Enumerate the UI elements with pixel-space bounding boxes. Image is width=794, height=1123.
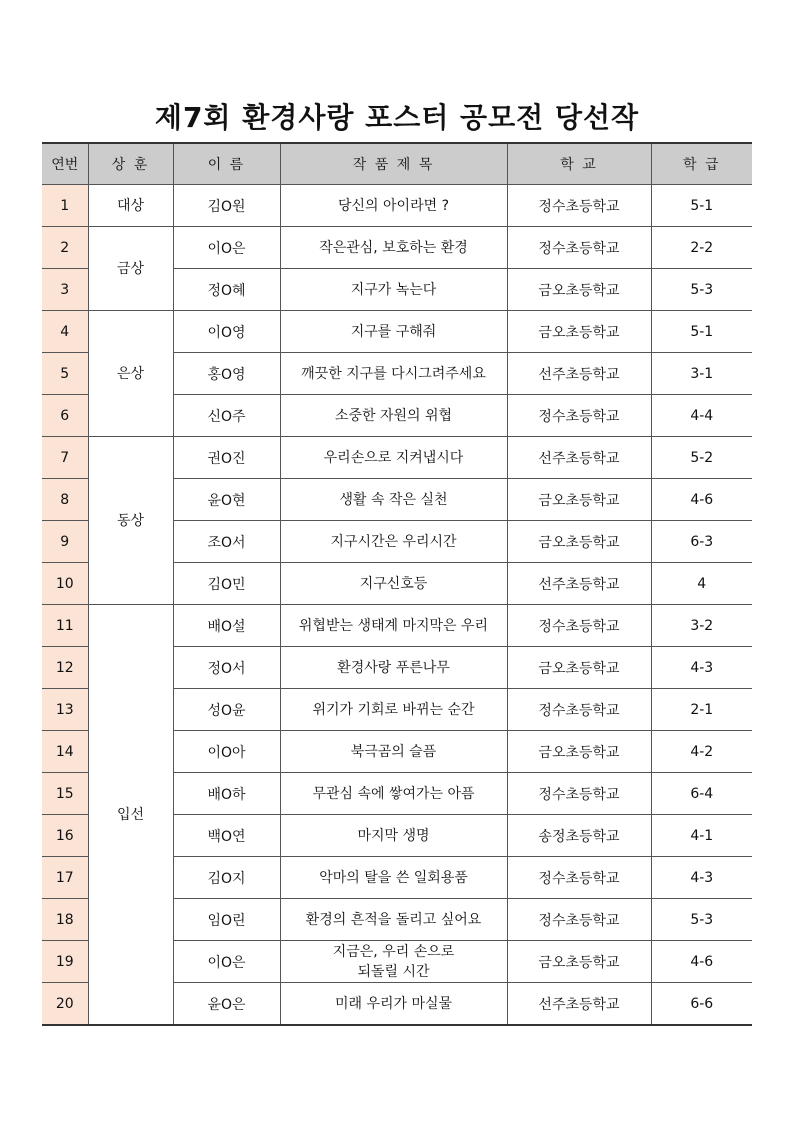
work-title: 소중한 자원의 위협: [280, 395, 507, 437]
work-title: 지구를 구해줘: [280, 311, 507, 353]
student-name: 이O은: [173, 941, 280, 983]
work-title: 북극곰의 슬픔: [280, 731, 507, 773]
student-name: 이O아: [173, 731, 280, 773]
table-row: [42, 311, 752, 353]
award-label: 입선: [88, 605, 173, 1026]
award-label: 금상: [88, 227, 173, 311]
row-number: 17: [42, 857, 88, 899]
school-name: 금오초등학교: [507, 647, 651, 689]
school-name: 정수초등학교: [507, 689, 651, 731]
school-name: 정수초등학교: [507, 395, 651, 437]
student-name: 김O지: [173, 857, 280, 899]
class-number: 5-3: [651, 899, 752, 941]
row-number: 3: [42, 269, 88, 311]
class-number: 5-3: [651, 269, 752, 311]
school-name: 선주초등학교: [507, 983, 651, 1026]
work-title: 위협받는 생태계 마지막은 우리: [280, 605, 507, 647]
work-title: 지구가 녹는다: [280, 269, 507, 311]
class-number: 6-6: [651, 983, 752, 1026]
school-name: 금오초등학교: [507, 479, 651, 521]
student-name: 이O은: [173, 227, 280, 269]
student-name: 윤O현: [173, 479, 280, 521]
class-number: 4-4: [651, 395, 752, 437]
student-name: 정O혜: [173, 269, 280, 311]
school-name: 정수초등학교: [507, 185, 651, 227]
work-title: 우리손으로 지켜냅시다: [280, 437, 507, 479]
row-number: 18: [42, 899, 88, 941]
student-name: 정O서: [173, 647, 280, 689]
work-title: 환경사랑 푸른나무: [280, 647, 507, 689]
row-number: 14: [42, 731, 88, 773]
table-row: [42, 437, 752, 479]
row-number: 8: [42, 479, 88, 521]
table-row: [42, 185, 752, 227]
row-number: 12: [42, 647, 88, 689]
row-number: 9: [42, 521, 88, 563]
header-award: 상 훈: [88, 143, 173, 185]
winners-table: [42, 142, 752, 1026]
school-name: 금오초등학교: [507, 311, 651, 353]
student-name: 임O린: [173, 899, 280, 941]
school-name: 금오초등학교: [507, 941, 651, 983]
school-name: 선주초등학교: [507, 563, 651, 605]
row-number: 20: [42, 983, 88, 1026]
work-title: 작은관심, 보호하는 환경: [280, 227, 507, 269]
work-title: 지구신호등: [280, 563, 507, 605]
class-number: 4-2: [651, 731, 752, 773]
class-number: 3-1: [651, 353, 752, 395]
class-number: 5-1: [651, 311, 752, 353]
school-name: 정수초등학교: [507, 773, 651, 815]
header-work-title: 작 품 제 목: [280, 143, 507, 185]
class-number: 4-6: [651, 941, 752, 983]
school-name: 금오초등학교: [507, 269, 651, 311]
student-name: 홍O영: [173, 353, 280, 395]
class-number: 6-4: [651, 773, 752, 815]
work-title: 당신의 아이라면 ?: [280, 185, 507, 227]
row-number: 4: [42, 311, 88, 353]
work-title: 악마의 탈을 쓴 일회용품: [280, 857, 507, 899]
class-number: 3-2: [651, 605, 752, 647]
student-name: 백O연: [173, 815, 280, 857]
school-name: 선주초등학교: [507, 437, 651, 479]
student-name: 조O서: [173, 521, 280, 563]
school-name: 금오초등학교: [507, 521, 651, 563]
work-title: 마지막 생명: [280, 815, 507, 857]
work-title: 환경의 흔적을 돌리고 싶어요: [280, 899, 507, 941]
student-name: 이O영: [173, 311, 280, 353]
school-name: 금오초등학교: [507, 731, 651, 773]
work-title: 무관심 속에 쌓여가는 아픔: [280, 773, 507, 815]
class-number: 6-3: [651, 521, 752, 563]
student-name: 권O진: [173, 437, 280, 479]
header-class: 학 급: [651, 143, 752, 185]
table-body: [42, 185, 752, 1026]
class-number: 2-1: [651, 689, 752, 731]
header-row: [42, 143, 752, 185]
class-number: 2-2: [651, 227, 752, 269]
row-number: 7: [42, 437, 88, 479]
class-number: 5-2: [651, 437, 752, 479]
row-number: 16: [42, 815, 88, 857]
award-label: 은상: [88, 311, 173, 437]
student-name: 신O주: [173, 395, 280, 437]
work-title: 미래 우리가 마실물: [280, 983, 507, 1026]
class-number: 4-6: [651, 479, 752, 521]
row-number: 11: [42, 605, 88, 647]
school-name: 정수초등학교: [507, 899, 651, 941]
row-number: 19: [42, 941, 88, 983]
class-number: 4: [651, 563, 752, 605]
row-number: 10: [42, 563, 88, 605]
header-name: 이 름: [173, 143, 280, 185]
class-number: 5-1: [651, 185, 752, 227]
header-no: 연번: [42, 143, 88, 185]
student-name: 윤O은: [173, 983, 280, 1026]
work-title: 지구시간은 우리시간: [280, 521, 507, 563]
award-label: 동상: [88, 437, 173, 605]
work-title: 위기가 기회로 바뀌는 순간: [280, 689, 507, 731]
school-name: 정수초등학교: [507, 227, 651, 269]
row-number: 1: [42, 185, 88, 227]
class-number: 4-1: [651, 815, 752, 857]
class-number: 4-3: [651, 647, 752, 689]
row-number: 6: [42, 395, 88, 437]
page-title: 제7회 환경사랑 포스터 공모전 당선작: [154, 101, 640, 134]
award-label: 대상: [88, 185, 173, 227]
row-number: 15: [42, 773, 88, 815]
school-name: 정수초등학교: [507, 857, 651, 899]
table-row: [42, 605, 752, 647]
row-number: 2: [42, 227, 88, 269]
row-number: 5: [42, 353, 88, 395]
work-title: 생활 속 작은 실천: [280, 479, 507, 521]
student-name: 성O윤: [173, 689, 280, 731]
table-row: [42, 227, 752, 269]
student-name: 배O하: [173, 773, 280, 815]
school-name: 송정초등학교: [507, 815, 651, 857]
school-name: 선주초등학교: [507, 353, 651, 395]
student-name: 김O민: [173, 563, 280, 605]
work-title: 지금은, 우리 손으로 되돌릴 시간: [280, 941, 507, 983]
row-number: 13: [42, 689, 88, 731]
work-title: 깨끗한 지구를 다시그려주세요: [280, 353, 507, 395]
student-name: 김O원: [173, 185, 280, 227]
class-number: 4-3: [651, 857, 752, 899]
school-name: 정수초등학교: [507, 605, 651, 647]
header-school: 학 교: [507, 143, 651, 185]
student-name: 배O설: [173, 605, 280, 647]
